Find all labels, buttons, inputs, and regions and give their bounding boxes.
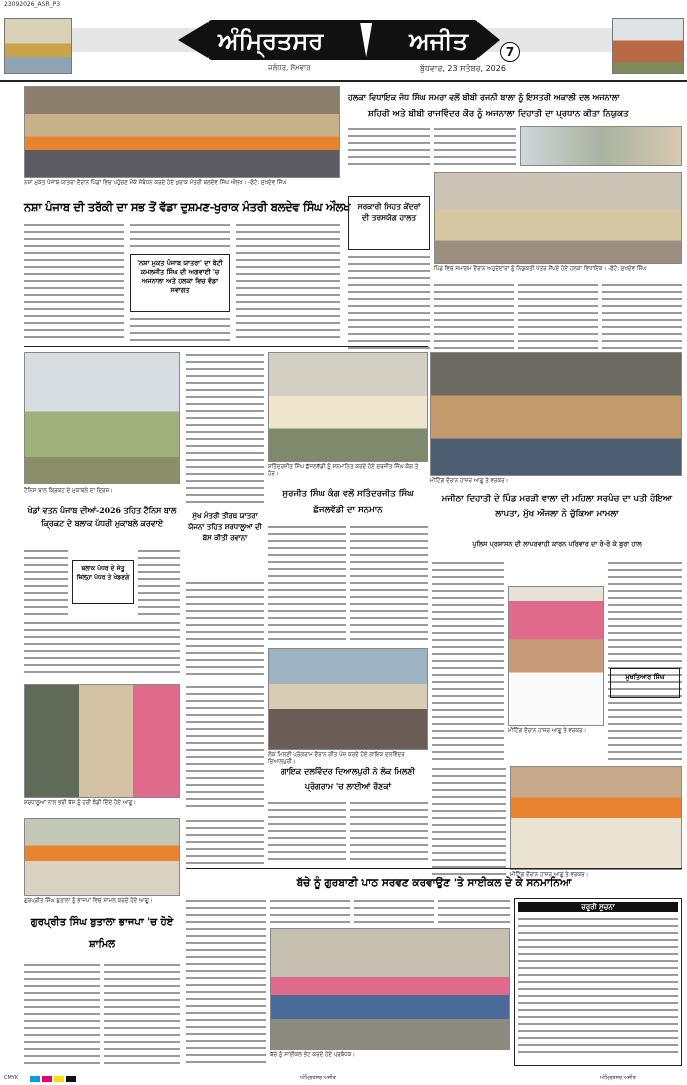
appointment-story-col-1: [434, 282, 514, 350]
gurpreet-story-col-1: [24, 962, 100, 1066]
caption-missing-person: ਮੀਟਿੰਗ ਦੌਰਾਨ ਹਾਜ਼ਰ ਆਗੂ ਤੇ ਵਰਕਰ।: [508, 728, 587, 734]
footer-right: ਅੰਮ੍ਰਿਤਸਰ ਅਜੀਤ: [600, 1075, 636, 1081]
print-footer: [0, 1073, 687, 1085]
top-right-headline-1: ਹਲਕਾ ਵਿਧਾਇਕ ਜੋਧ ਸਿੰਘ ਸਮਰਾ ਵਲੋਂ ਬੀਬੀ ਰਜਨੀ ਬਾਲਾ ਨੂੰ ਇਸਤਰੀ ਅਕਾਲੀ ਦਲ ਅਜਨਾਲਾ: [348, 92, 620, 102]
side-story-col: [348, 254, 430, 350]
caption-stage: ਲੋਕ ਮਿਲਣੀ ਪ੍ਰੋਗਰਾਮ ਦੌਰਾਨ ਗੀਤ ਪੇਸ਼ ਕਰਦੇ ਹੋਏ ਗਾਇਕ ਦਲਵਿੰਦਰ ਦਿਆਲਪੁਰੀ।: [268, 752, 405, 765]
top-right-story-col-2: [434, 126, 516, 166]
cycle-award-photo: [270, 928, 510, 1050]
page-number: 7: [500, 42, 520, 62]
gurpreet-headline: ਗੁਰਪ੍ਰੀਤ ਸਿੰਘ ਬੁਤਾਲਾ ਭਾਜਪਾ 'ਚ ਹੋਏ ਸ਼ਾਮਿਲ: [30, 917, 174, 950]
main-story-col-2b: [130, 316, 230, 342]
cmyk-swatch-magenta: [42, 1076, 52, 1082]
print-slug: 23092026_ASR_P3: [4, 1, 61, 8]
party-appointment-photo: [520, 126, 682, 166]
bottom-headline: ਬੱਚੇ ਨੂੰ ਗੁਰਬਾਣੀ ਪਾਠ ਸਰਵਣ ਕਰਵਾਉਣ 'ਤੇ ਸਾਈਕਲ ਦੇ ਕੇ ਸਨਮਾਨਿਆ: [296, 877, 572, 889]
right-story-col-lower: [432, 766, 506, 878]
yatra-story-col: [186, 580, 264, 678]
group-photo-appointment: [434, 172, 682, 264]
sports-story-col-3: [24, 620, 180, 678]
missing-headline: ਮਜੀਠਾ ਦਿਹਾਤੀ ਦੇ ਪਿੰਡ ਮਰੜੀ ਵਾਲਾ ਦੀ ਮਹਿਲਾ ਸਰਪੰਚ ਦਾ ਪਤੀ ਹੋਇਆ ਲਾਪਤਾ, ਮੁੱਖ ਔਜਲਾ ਨੇ ਚੁੱਕਿਆ ਮਾਮਲਾ: [441, 494, 673, 519]
sports-story-col-2: [138, 548, 180, 618]
caption-honour-group: ਮੀਟਿੰਗ ਦੌਰਾਨ ਹਾਜ਼ਰ ਆਗੂ ਤੇ ਵਰਕਰ।: [510, 872, 589, 878]
main-story-col-2: [130, 222, 230, 250]
masthead-arrow-left: [178, 22, 208, 58]
sports-box: [72, 560, 134, 604]
section-divider-1: [24, 346, 428, 347]
appointment-story-col-2: [518, 282, 598, 350]
appointment-story-col-3: [602, 282, 682, 350]
bottom-story-col-4: [438, 898, 510, 924]
notice-body: [518, 916, 678, 1056]
footer-center: ਅੰਮ੍ਰਿਤਸਰ ਅਜੀਤ: [300, 1075, 336, 1081]
masthead-arrow-right: [478, 22, 500, 58]
yatra-story-col-2: [186, 684, 264, 812]
meeting-group-photo: [430, 352, 682, 476]
minister-event-photo: [24, 86, 340, 178]
section-divider-2: [186, 868, 682, 869]
missing-subheadline: ਪੁਲਿਸ ਪ੍ਰਸ਼ਾਸਨ ਦੀ ਲਾਪਰਵਾਹੀ ਕਾਰਨ ਪਰਿਵਾਰ ਦਾ ਰੋ-ਰੋ ਕੇ ਬੁਰਾ ਹਾਲ: [472, 540, 642, 548]
caption-meeting: ਮੀਟਿੰਗ ਦੌਰਾਨ ਹਾਜ਼ਰ ਆਗੂ ਤੇ ਵਰਕਰ।: [430, 478, 509, 484]
kang-honour-photo: [268, 352, 428, 462]
main-headline: ਨਸ਼ਾ ਪੰਜਾਬ ਦੀ ਤਰੱਕੀ ਦਾ ਸਭ ਤੋਂ ਵੱਡਾ ਦੁਸ਼ਮਣ-ਖੁਰਾਕ ਮੰਤਰੀ ਬਲਦੇਵ ਸਿੰਘ ਔਲਖ: [24, 200, 351, 214]
caption-yatra-bus: ਸ਼ਰਧਾਲੂਆਂ ਨਾਲ ਭਰੀ ਬੱਸ ਨੂੰ ਹਰੀ ਝੰਡੀ ਦਿੰਦੇ ਹੋਏ ਆਗੂ।: [24, 800, 137, 806]
masthead-title: [208, 20, 478, 60]
caption-minister-event: ਨਸ਼ਾ ਮੁਕਤ ਪੰਜਾਬ ਯਾਤਰਾ ਦੌਰਾਨ ਪਿੰਡਾਂ ਵਿਚ ਪਹੁੰਚਣ ਮੌਕੇ ਸੰਬੋਧਨ ਕਰਦੇ ਹੋਏ ਖੁਰਾਕ ਮੰਤਰੀ ਬਲਦੇਵ ਸਿੰਘ ਔਲਖ। -ਫੋਟੋ: ਸੁਖਦੇਵ ਸਿੰਘ: [24, 180, 287, 186]
caption-cycle: ਬੱਚੇ ਨੂੰ ਸਾਈਕਲ ਭੇਟ ਕਰਦੇ ਹੋਏ ਪ੍ਰਬੰਧਕ।: [270, 1052, 356, 1058]
missing-person-photo: [508, 586, 604, 726]
yatra-headline: ਮੁੱਖ ਮੰਤਰੀ ਤੀਰਥ ਯਾਤਰਾ ਯੋਜਨਾ ਤਹਿਤ ਸ਼ਰਧਾਲੂਆਂ ਦੀ ਬੱਸ ਕੀਤੀ ਰਵਾਨਾ: [188, 511, 262, 542]
lokmilni-story-col-2: [350, 800, 428, 862]
cmyk-label: CMYK: [4, 1075, 19, 1081]
hadayat-col: [186, 818, 264, 864]
police-event-photo: [24, 684, 180, 798]
side-headline: ਸਰਕਾਰੀ ਸਿਹਤ ਕੇਂਦਰਾਂ ਦੀ ਤਰਸਯੋਗ ਹਾਲਤ: [357, 202, 421, 222]
edition-label: ਜਲੰਧਰ, ਸੋਮਵਾਰ: [268, 64, 311, 72]
main-story-col-1: [24, 222, 124, 342]
cmyk-swatch-black: [66, 1076, 76, 1082]
caption-appointment: ਪਿੰਡ ਵਿਚ ਸਮਾਗਮ ਦੌਰਾਨ ਅਹੁਦੇਦਾਰਾਂ ਨੂੰ ਨਿਯੁਕਤੀ ਪੱਤਰ ਸੌਂਪਦੇ ਹੋਏ ਹਲਕਾ ਵਿਧਾਇਕ। -ਫੋਟੋ: ਸੁਖਦੇਵ ਸਿੰਘ: [434, 266, 647, 272]
main-story-col-3: [236, 222, 340, 342]
heritage-monument-photo: [612, 18, 684, 74]
pull-quote: 'ਨਸ਼ਾ ਮੁਕਤ ਪੰਜਾਬ ਯਾਤਰਾ' ਦਾ ਬੇਟੀ ਕਮਲਜੀਤ ਸਿੰਘ ਦੀ ਅਗਵਾਈ 'ਚ ਅਜਨਾਲਾ ਅਤੇ ਹਲਕਾ ਵਿਚ ਵੱਡਾ ਸਵਾਗਤ: [137, 259, 223, 294]
kang-story-col-2: [350, 524, 428, 644]
golden-temple-photo: [4, 18, 72, 74]
gurpreet-story-col-2: [104, 962, 180, 1066]
missing-story-col-2: [608, 560, 682, 760]
honour-group-photo: [510, 766, 682, 870]
stage-performance-photo: [268, 648, 428, 750]
caption-bjp: ਗੁਰਪ੍ਰੀਤ ਸਿੰਘ ਬੁਤਾਲਾ ਨੂੰ ਭਾਜਪਾ ਵਿਚ ਸ਼ਾਮਲ ਕਰਦੇ ਹੋਏ ਆਗੂ।: [24, 898, 153, 904]
bottom-story-col-2: [270, 898, 350, 924]
notice-heading: ਜ਼ਰੂਰੀ ਸੂਚਨਾ: [518, 902, 678, 912]
sports-story-col-1: [24, 548, 68, 618]
bottom-story-col-1: [186, 898, 266, 1066]
cmyk-swatch-yellow: [54, 1076, 64, 1082]
bottom-story-col-3: [354, 898, 434, 924]
notice-advert: [514, 898, 682, 1066]
missing-story-col-1: [432, 560, 504, 760]
kang-headline: ਸੁਰਜੀਤ ਸਿੰਘ ਕੰਗ ਵਲੋਂ ਸਤਿੰਦਰਜੀਤ ਸਿੰਘ ਛੱਜਲਵੱਡੀ ਦਾ ਸਨਮਾਨ: [282, 489, 414, 515]
yatra-intro-col: [186, 352, 264, 506]
missing-name: ਮੁਖਤਿਆਰ ਸਿੰਘ: [625, 673, 665, 681]
masthead-title-right: ਅਜੀਤ: [409, 25, 468, 55]
top-right-story-col-1: [348, 126, 430, 166]
caption-cricket: ਟੈਨਿਸ ਬਾਲ ਕ੍ਰਿਕਟ ਦੇ ਮੁਕਾਬਲੇ ਦਾ ਦ੍ਰਿਸ਼।: [24, 488, 113, 494]
cricket-field-photo: [24, 352, 180, 484]
lokmilni-story-col-1: [268, 800, 346, 862]
top-right-headline-2: ਸ਼ਹਿਰੀ ਅਤੇ ਬੀਬੀ ਰਾਜਵਿੰਦਰ ਕੌਰ ਨੂੰ ਅਜਨਾਲਾ ਦਿਹਾਤੀ ਦਾ ਪ੍ਰਧਾਨ ਕੀਤਾ ਨਿਯੁਕਤ: [368, 109, 629, 119]
side-headline-box: [348, 196, 430, 250]
sports-headline: ਖੇਡਾਂ ਵਤਨ ਪੰਜਾਬ ਦੀਆਂ-2026 ਤਹਿਤ ਟੈਨਿਸ ਬਾਲ ਕ੍ਰਿਕਟ ਦੇ ਬਲਾਕ ਪੱਧਰੀ ਮੁਕਾਬਲੇ ਕਰਵਾਏ: [27, 506, 177, 528]
missing-name-box: [610, 668, 680, 698]
sports-box-text: ਬਲਾਕ ਪੱਧਰ ਦੇ ਜੇਤੂ ਜ਼ਿਲ੍ਹਾ ਪੱਧਰ ਤੇ ਖੇਡਣਗੇ: [76, 565, 130, 581]
kang-story-col-1: [268, 524, 346, 644]
issue-date: ਬੁੱਧਵਾਰ, 23 ਸਤੰਬਰ, 2026: [420, 64, 506, 73]
pull-quote-box: [130, 254, 230, 312]
cmyk-swatch-cyan: [30, 1076, 40, 1082]
lokmilni-headline: ਗਾਇਕ ਦਲਵਿੰਦਰ ਦਿਆਲਪੁਰੀ ਨੇ ਲੋਕ ਮਿਲਣੀ ਪ੍ਰੋਗਰਾਮ 'ਚ ਲਾਈਆਂ ਰੌਣਕਾਂ: [281, 766, 415, 791]
masthead-title-left: ਅੰਮ੍ਰਿਤਸਰ: [218, 25, 324, 55]
bjp-joining-photo: [24, 818, 180, 896]
masthead-divider: [360, 23, 372, 57]
caption-kang: ਸਤਿੰਦਰਜੀਤ ਸਿੰਘ ਛੱਜਲਵੱਡੀ ਨੂੰ ਸਨਮਾਨਿਤ ਕਰਦੇ ਹੋਏ ਸੁਰਜੀਤ ਸਿੰਘ ਕੰਗ ਤੇ ਹੋਰ।: [268, 464, 419, 477]
